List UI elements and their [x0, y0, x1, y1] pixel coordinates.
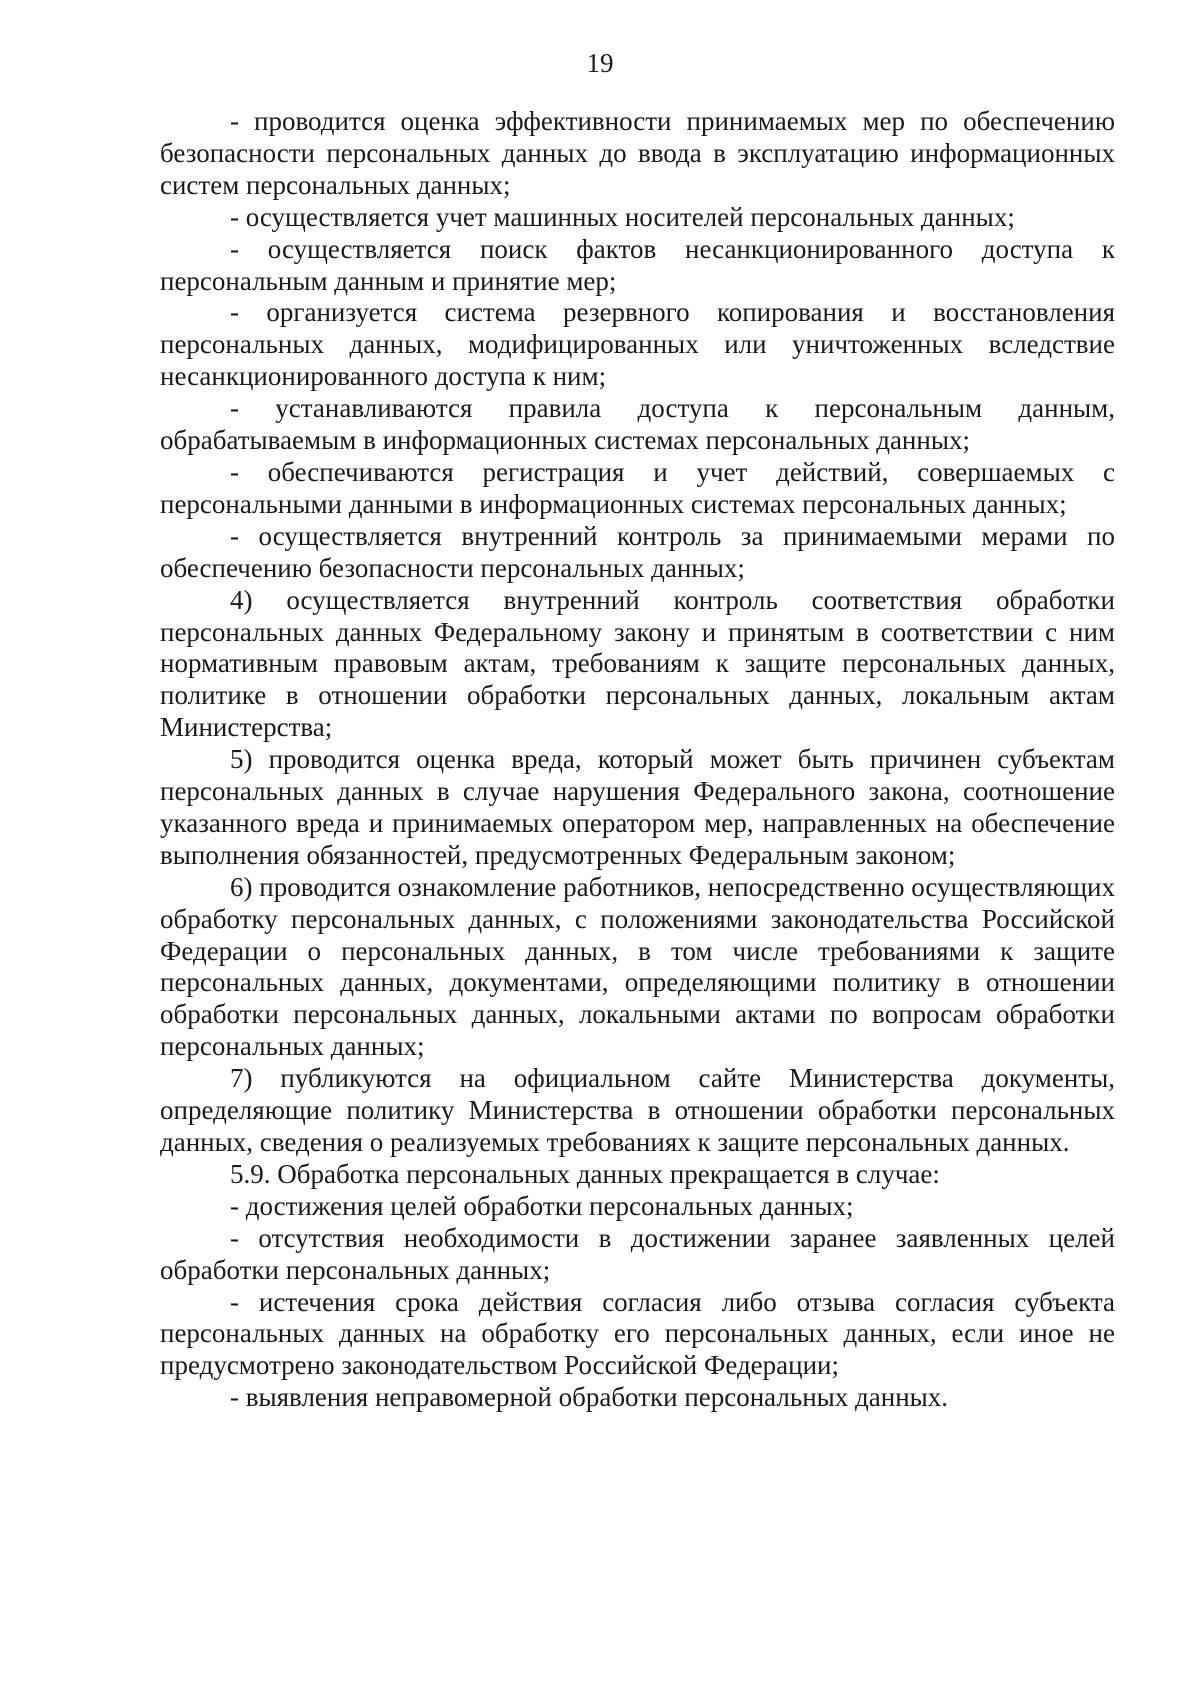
paragraph-item-4: 4) осуществляется внутренний контроль соответствия обработки персональных данных Федеральному закону и принятым в соответствии с ним нормативным правовым актам, требованиям к защите персональных данных, политике в отношении обработки персональных данных, локальным актам Министерства;	[160, 584, 1115, 743]
paragraph-item-5: 5) проводится оценка вреда, который может быть причинен субъектам персональных данных в случае нарушения Федерального закона, соотношение указанного вреда и принимаемых оператором мер, направленных на обеспечение выполнения обязанностей, предусмотренных Федеральным законом;	[160, 744, 1115, 870]
paragraph-action-registration: - обеспечиваются регистрация и учет действий, совершаемых с персональными данными в информационных системах персональных данных;	[160, 456, 1115, 519]
paragraph-consent-expiry: - истечения срока действия согласия либо отзыва согласия субъекта персональных данных на обработку его персональных данных, если иное не предусмотрено законодательством Российской Федерации;	[160, 1286, 1115, 1381]
paragraph-item-6: 6) проводится ознакомление работников, непосредственно осуществляющих обработку персональных данных, с положениями законодательства Российской Федерации о персональных данных, в том числе требованиями к защите персональных данных, документами, определяющими политику в отношении обработки персональных данных, локальными актами по вопросам обработки персональных данных;	[160, 871, 1115, 1062]
paragraph-unauthorized-access-search: - осуществляется поиск фактов несанкционированного доступа к персональным данным и принятие мер;	[160, 233, 1115, 296]
paragraph-efficiency-assessment: - проводится оценка эффективности принимаемых мер по обеспечению безопасности персональных данных до ввода в эксплуатацию информационных систем персональных данных;	[160, 106, 1115, 200]
document-body	[160, 106, 1115, 1414]
paragraph-item-7: 7) публикуются на официальном сайте Министерства документы, определяющие политику Министерства в отношении обработки персональных данных, сведения о реализуемых требованиях к защите персональных данных.	[160, 1063, 1115, 1157]
paragraph-no-necessity: - отсутствия необходимости в достижении заранее заявленных целей обработки персональных данных;	[160, 1222, 1115, 1285]
paragraph-media-accounting: - осуществляется учет машинных носителей персональных данных;	[230, 201, 1015, 232]
paragraph-backup-system: - организуется система резервного копирования и восстановления персональных данных, модифицированных или уничтоженных вследствие несанкционированного доступа к ним;	[160, 297, 1115, 392]
paragraph-goals-achieved: - достижения целей обработки персональных данных;	[230, 1190, 854, 1221]
paragraph-internal-control-measures: - осуществляется внутренний контроль за принимаемыми мерами по обеспечению безопасности персональных данных;	[160, 520, 1115, 583]
paragraph-unlawful-processing: - выявления неправомерной обработки персональных данных.	[230, 1382, 949, 1413]
page-number: 19	[586, 48, 614, 78]
paragraph-section-5-9: 5.9. Обработка персональных данных прекращается в случае:	[230, 1158, 940, 1189]
paragraph-access-rules: - устанавливаются правила доступа к персональным данным, обрабатываемым в информационных системах персональных данных;	[160, 393, 1115, 456]
